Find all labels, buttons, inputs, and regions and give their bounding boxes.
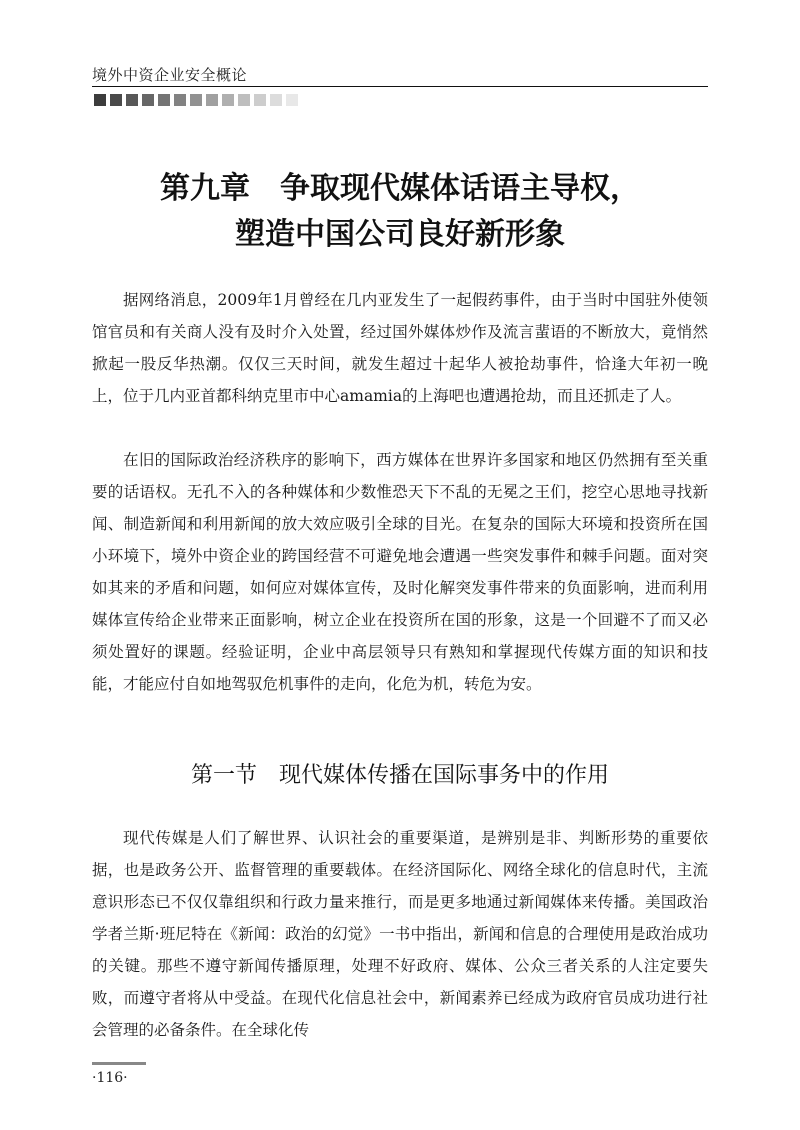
header-square — [222, 94, 234, 106]
header-square — [254, 94, 266, 106]
header-square — [270, 94, 282, 106]
header-square — [286, 94, 298, 106]
section-paragraph-1: 现代传媒是人们了解世界、认识社会的重要渠道，是辨别是非、判断形势的重要依据，也是政务公开、监督管理的重要载体。在经济国际化、网络全球化的信息时代，主流意识形态已不仅仅靠组织和行政力量来推行，而是更多地通过新闻媒体来传播。美国政治学者兰斯·班尼特在《新闻：政治的幻觉》一书中指出，新闻和信息的合理使用是政治成功的关键。那些不遵守新闻传播原理，处理不好政府、媒体、公众三者关系的人注定要失败，而遵守者将从中受益。在现代化信息社会中，新闻素养已经成为政府官员成功进行社会管理的必备条件。在全球化传 — [92, 829, 708, 1039]
header-square — [126, 94, 138, 106]
header-square — [206, 94, 218, 106]
header-square — [142, 94, 154, 106]
header-square — [190, 94, 202, 106]
running-header: 境外中资企业安全概论 — [92, 66, 248, 84]
page-number: ·116· — [92, 1070, 128, 1086]
chapter-title-line-1: 第九章 争取现代媒体话语主导权， — [160, 171, 640, 206]
body-paragraph-1: 据网络消息，2009年1月曾经在几内亚发生了一起假药事件，由于当时中国驻外使领馆官员和有关商人没有及时介入处置，经过国外媒体炒作及流言蜚语的不断放大，竟悄然掀起一股反华热潮。仅仅三天时间，就发生超过十起华人被抢劫事件，恰逢大年初一晚上，位于几内亚首都科纳克里市中心amamia的上海吧也遭遇抢劫，而且还抓走了人。 — [92, 291, 708, 405]
footer-rule — [92, 1062, 146, 1065]
chapter-title — [92, 166, 708, 258]
header-square — [174, 94, 186, 106]
section-title: 第一节 现代媒体传播在国际事务中的作用 — [190, 763, 609, 788]
chapter-title-line-2: 塑造中国公司良好新形象 — [235, 217, 565, 252]
header-square — [238, 94, 250, 106]
header-square-strip — [94, 94, 298, 106]
header-square — [158, 94, 170, 106]
header-square — [94, 94, 106, 106]
body-paragraph-2: 在旧的国际政治经济秩序的影响下，西方媒体在世界许多国家和地区仍然拥有至关重要的话语权。无孔不入的各种媒体和少数惟恐天下不乱的无冕之王们，挖空心思地寻找新闻、制造新闻和利用新闻的放大效应吸引全球的目光。在复杂的国际大环境和投资所在国小环境下，境外中资企业的跨国经营不可避免地会遭遇一些突发事件和棘手问题。面对突如其来的矛盾和问题，如何应对媒体宣传，及时化解突发事件带来的负面影响，进而利用媒体宣传给企业带来正面影响，树立企业在投资所在国的形象，这是一个回避不了而又必须处置好的课题。经验证明，企业中高层领导只有熟知和掌握现代传媒方面的知识和技能，才能应付自如地驾驭危机事件的走向，化危为机，转危为安。 — [92, 451, 708, 693]
header-rule — [92, 86, 708, 87]
header-square — [110, 94, 122, 106]
